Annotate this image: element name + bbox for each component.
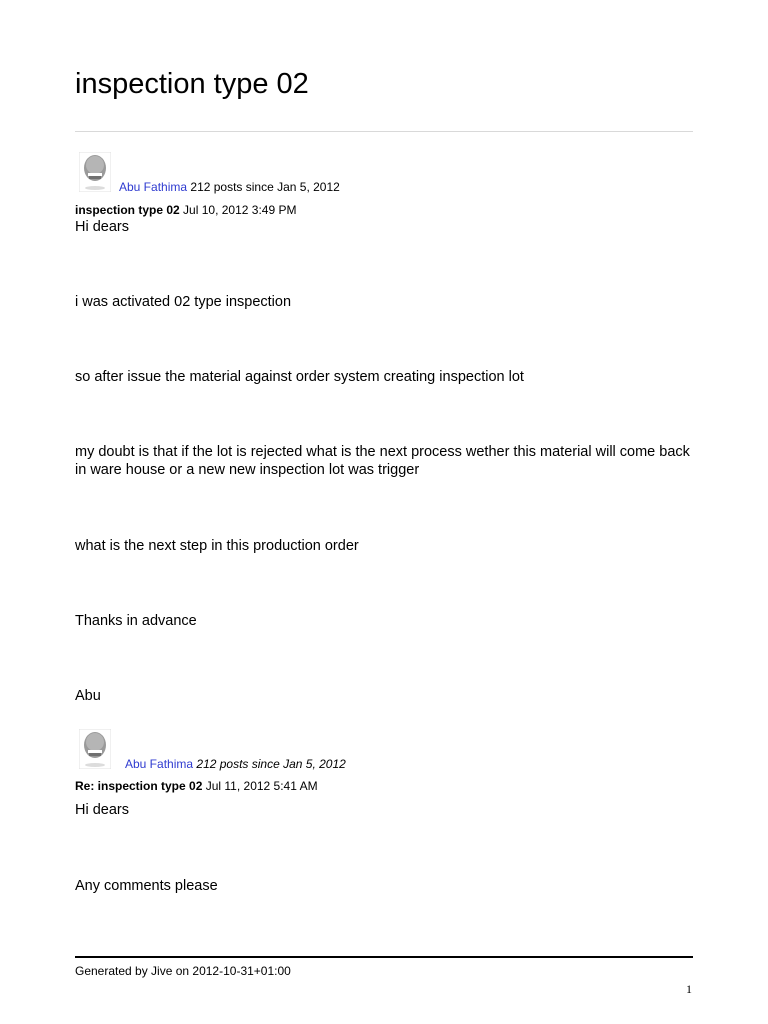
author-stats: 212 posts since Jan 5, 2012 [190, 180, 340, 194]
post-paragraph: what is the next step in this production order [75, 538, 359, 554]
post-paragraph: Abu [75, 688, 101, 704]
footer-text: Generated by Jive on 2012-10-31+01:00 [75, 964, 291, 978]
post-subject-line [75, 203, 296, 217]
author-link[interactable]: Abu Fathima [119, 180, 188, 194]
page-title: inspection type 02 [75, 68, 309, 100]
post-author-line [119, 180, 340, 194]
post-subject: Re: inspection type 02 [75, 779, 203, 793]
post-date: Jul 11, 2012 5:41 AM [205, 779, 318, 793]
author-stats: 212 posts since Jan 5, 2012 [196, 757, 346, 771]
user-avatar-icon [79, 729, 111, 769]
title-divider [75, 131, 693, 132]
post-paragraph: Thanks in advance [75, 613, 197, 629]
post-subject: inspection type 02 [75, 203, 180, 217]
post-subject-line [75, 779, 318, 793]
author-link[interactable]: Abu Fathima [125, 757, 194, 771]
post-date: Jul 10, 2012 3:49 PM [183, 203, 297, 217]
post-paragraph: Hi dears [75, 219, 129, 235]
footer-divider [75, 956, 693, 958]
post-paragraph: my doubt is that if the lot is rejected what is the next process wether this material will come back in ware house or a new new inspection lot was trigger [75, 444, 690, 478]
post-paragraph: Any comments please [75, 878, 218, 894]
post-paragraph: i was activated 02 type inspection [75, 294, 292, 310]
post-paragraph: Hi dears [75, 802, 129, 818]
page-number: 1 [686, 982, 692, 996]
post-paragraph: so after issue the material against order system creating inspection lot [75, 369, 524, 385]
user-avatar-icon [79, 152, 111, 192]
post-author-line [125, 757, 346, 771]
